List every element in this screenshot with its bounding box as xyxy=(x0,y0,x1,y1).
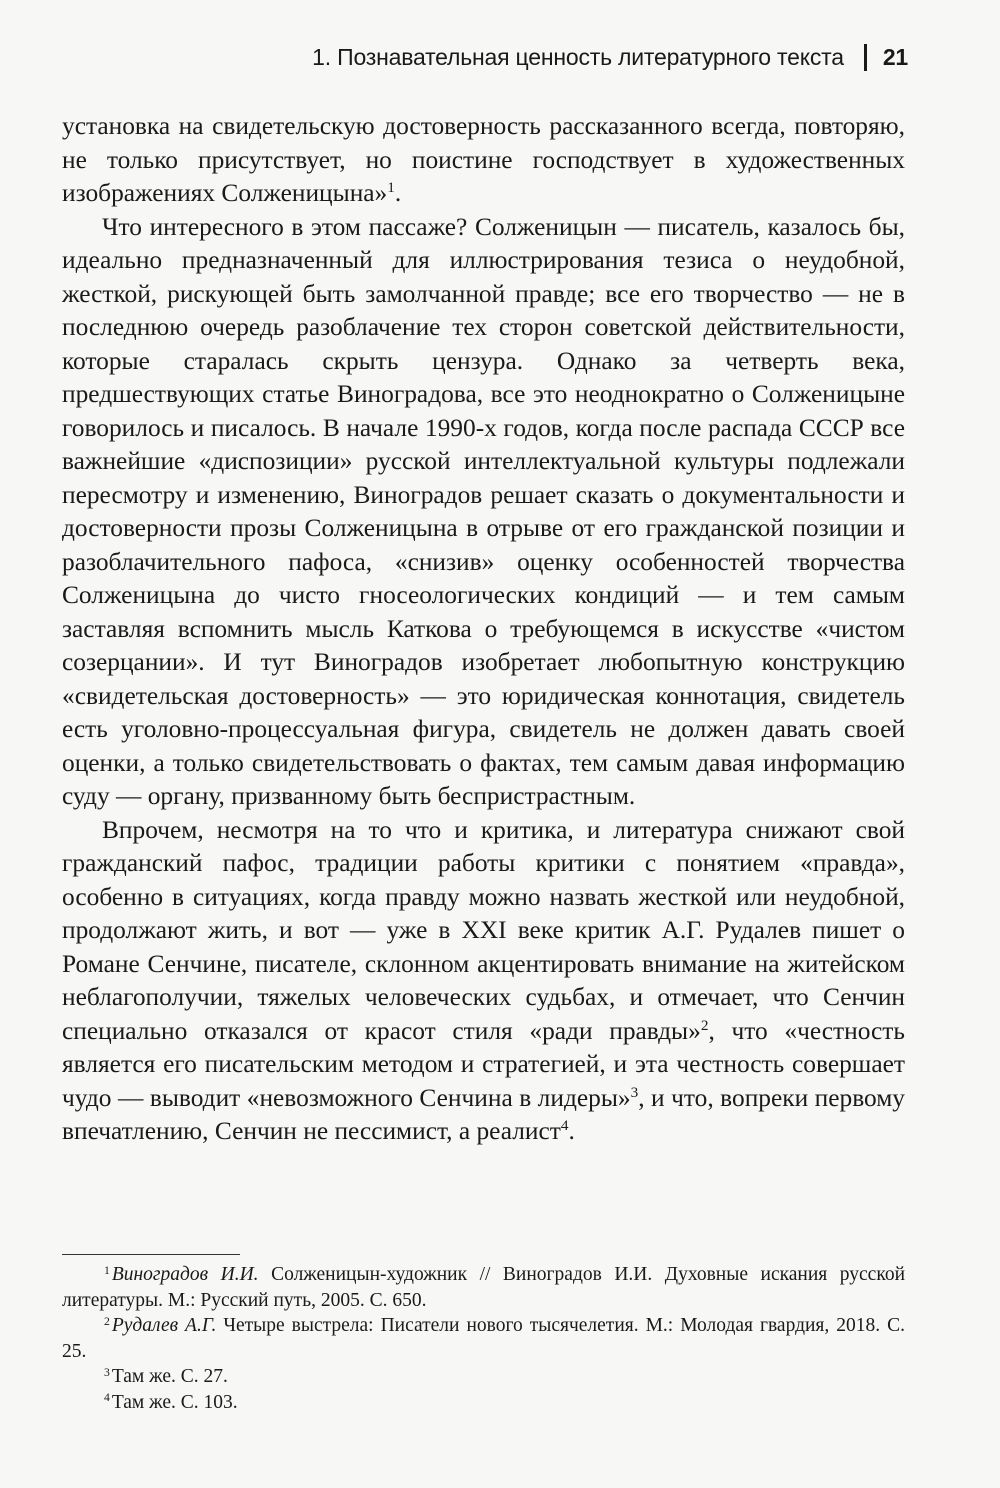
footnote-divider xyxy=(62,1254,240,1255)
footnote-ref-1[interactable]: 1 xyxy=(387,178,395,196)
footnote-author: Рудалев А.Г. xyxy=(111,1315,217,1336)
paragraph-1-end: . xyxy=(394,179,402,207)
footnote-number: 4 xyxy=(104,1391,110,1405)
paragraph-3 xyxy=(62,814,905,1149)
header-separator xyxy=(864,44,867,71)
footnote-text: Солженицын-художник // Виноградов И.И. Духовные искания русской литературы. М.: Русский путь, 2005. С. 650. xyxy=(62,1264,906,1311)
footnote-2 xyxy=(62,1313,905,1364)
paragraph-3-end: . xyxy=(568,1117,575,1145)
footnote-1 xyxy=(62,1262,905,1313)
footnote-author: Виноградов И.И. xyxy=(111,1264,259,1285)
footnote-ref-4[interactable]: 4 xyxy=(560,1116,569,1134)
footnotes xyxy=(62,1262,905,1415)
footnote-number: 2 xyxy=(104,1314,110,1328)
main-text xyxy=(62,110,905,1149)
footnote-number: 3 xyxy=(104,1365,110,1379)
page-number: 21 xyxy=(882,44,908,70)
footnote-number: 1 xyxy=(104,1263,110,1277)
footnote-ref-2[interactable]: 2 xyxy=(700,1016,709,1034)
paragraph-1 xyxy=(62,110,905,211)
footnote-text: Там же. С. 103. xyxy=(111,1391,238,1413)
paragraph-3-part-c: , и что, вопреки первому впечатлению, Сенчин не пессимист, а реалист xyxy=(62,1083,905,1145)
footnote-text: Там же. С. 27. xyxy=(111,1366,228,1387)
paragraph-3-part-a: Впрочем, несмотря на то что и критика, и литература снижают свой гражданский пафос, традиции работы критики с понятием «правда», особенно в ситуациях, когда правду можно назвать жесткой или неудобной, продолжают жить, и вот — уже в XXI веке критик А.Г. Рудалев пишет о Романе Сенчине, писателе, склонном акцентировать внимание на житейском неблагополучии, тяжелых человеческих судьбах, и отмечает, что Сенчин специально отказался от красот стиля «ради правды» xyxy=(62,815,905,1045)
footnote-3 xyxy=(62,1364,905,1390)
chapter-title: 1. Познавательная ценность литературного текста xyxy=(312,44,844,70)
paragraph-1-text: установка на свидетельскую достоверность рассказанного всегда, повторяю, не только присутствует, но поистине господствует в художественных изображениях Солженицына» xyxy=(62,112,905,207)
paragraph-2: Что интересного в этом пассаже? Солженицын — писатель, казалось бы, идеально предназначенный для иллюстрирования тезиса о неудобной, жесткой, рискующей быть замолчанной правде; все его творчество — не в последнюю очередь разоблачение тех сторон советской действительности, которые старалась скрыть цензура. Однако за четверть века, предшествующих статье Виноградова, все это неоднократно о Солженицыне говорилось и писалось. В начале 1990-х годов, когда после распада СССР все важнейшие «диспозиции» русской интеллектуальной культуры подлежали пересмотру и изменению, Виноградов решает сказать о документальности и достоверности прозы Солженицына в отрыве от его гражданской позиции и разоблачительного пафоса, «снизив» оценку особенностей творчества Солженицына до чисто гносеологических кондиций — и тем самым заставляя вспомнить мысль Каткова о требующемся в искусстве «чистом созерцании». И тут Виноградов изобретает любопытную конструкцию «свидетельская достоверность» — это юридическая коннотация, свидетель есть уголовно-процессуальная фигура, свидетель не должен давать своей оценки, а только свидетельствовать о фактах, тем самым давая информацию суду — органу, призванному быть беспристрастным. xyxy=(62,212,905,810)
footnote-text: Четыре выстрела: Писатели нового тысячелетия. М.: Молодая гвардия, 2018. С. 25. xyxy=(62,1315,905,1362)
footnote-ref-3[interactable]: 3 xyxy=(630,1083,639,1101)
footnote-4 xyxy=(62,1390,905,1416)
running-head xyxy=(312,44,908,71)
paragraph-3-part-b: , что «честность является его писательским методом и стратегией, и эта честность совершает чудо — выводит «невозможного Сенчина в лидеры» xyxy=(62,1016,905,1112)
